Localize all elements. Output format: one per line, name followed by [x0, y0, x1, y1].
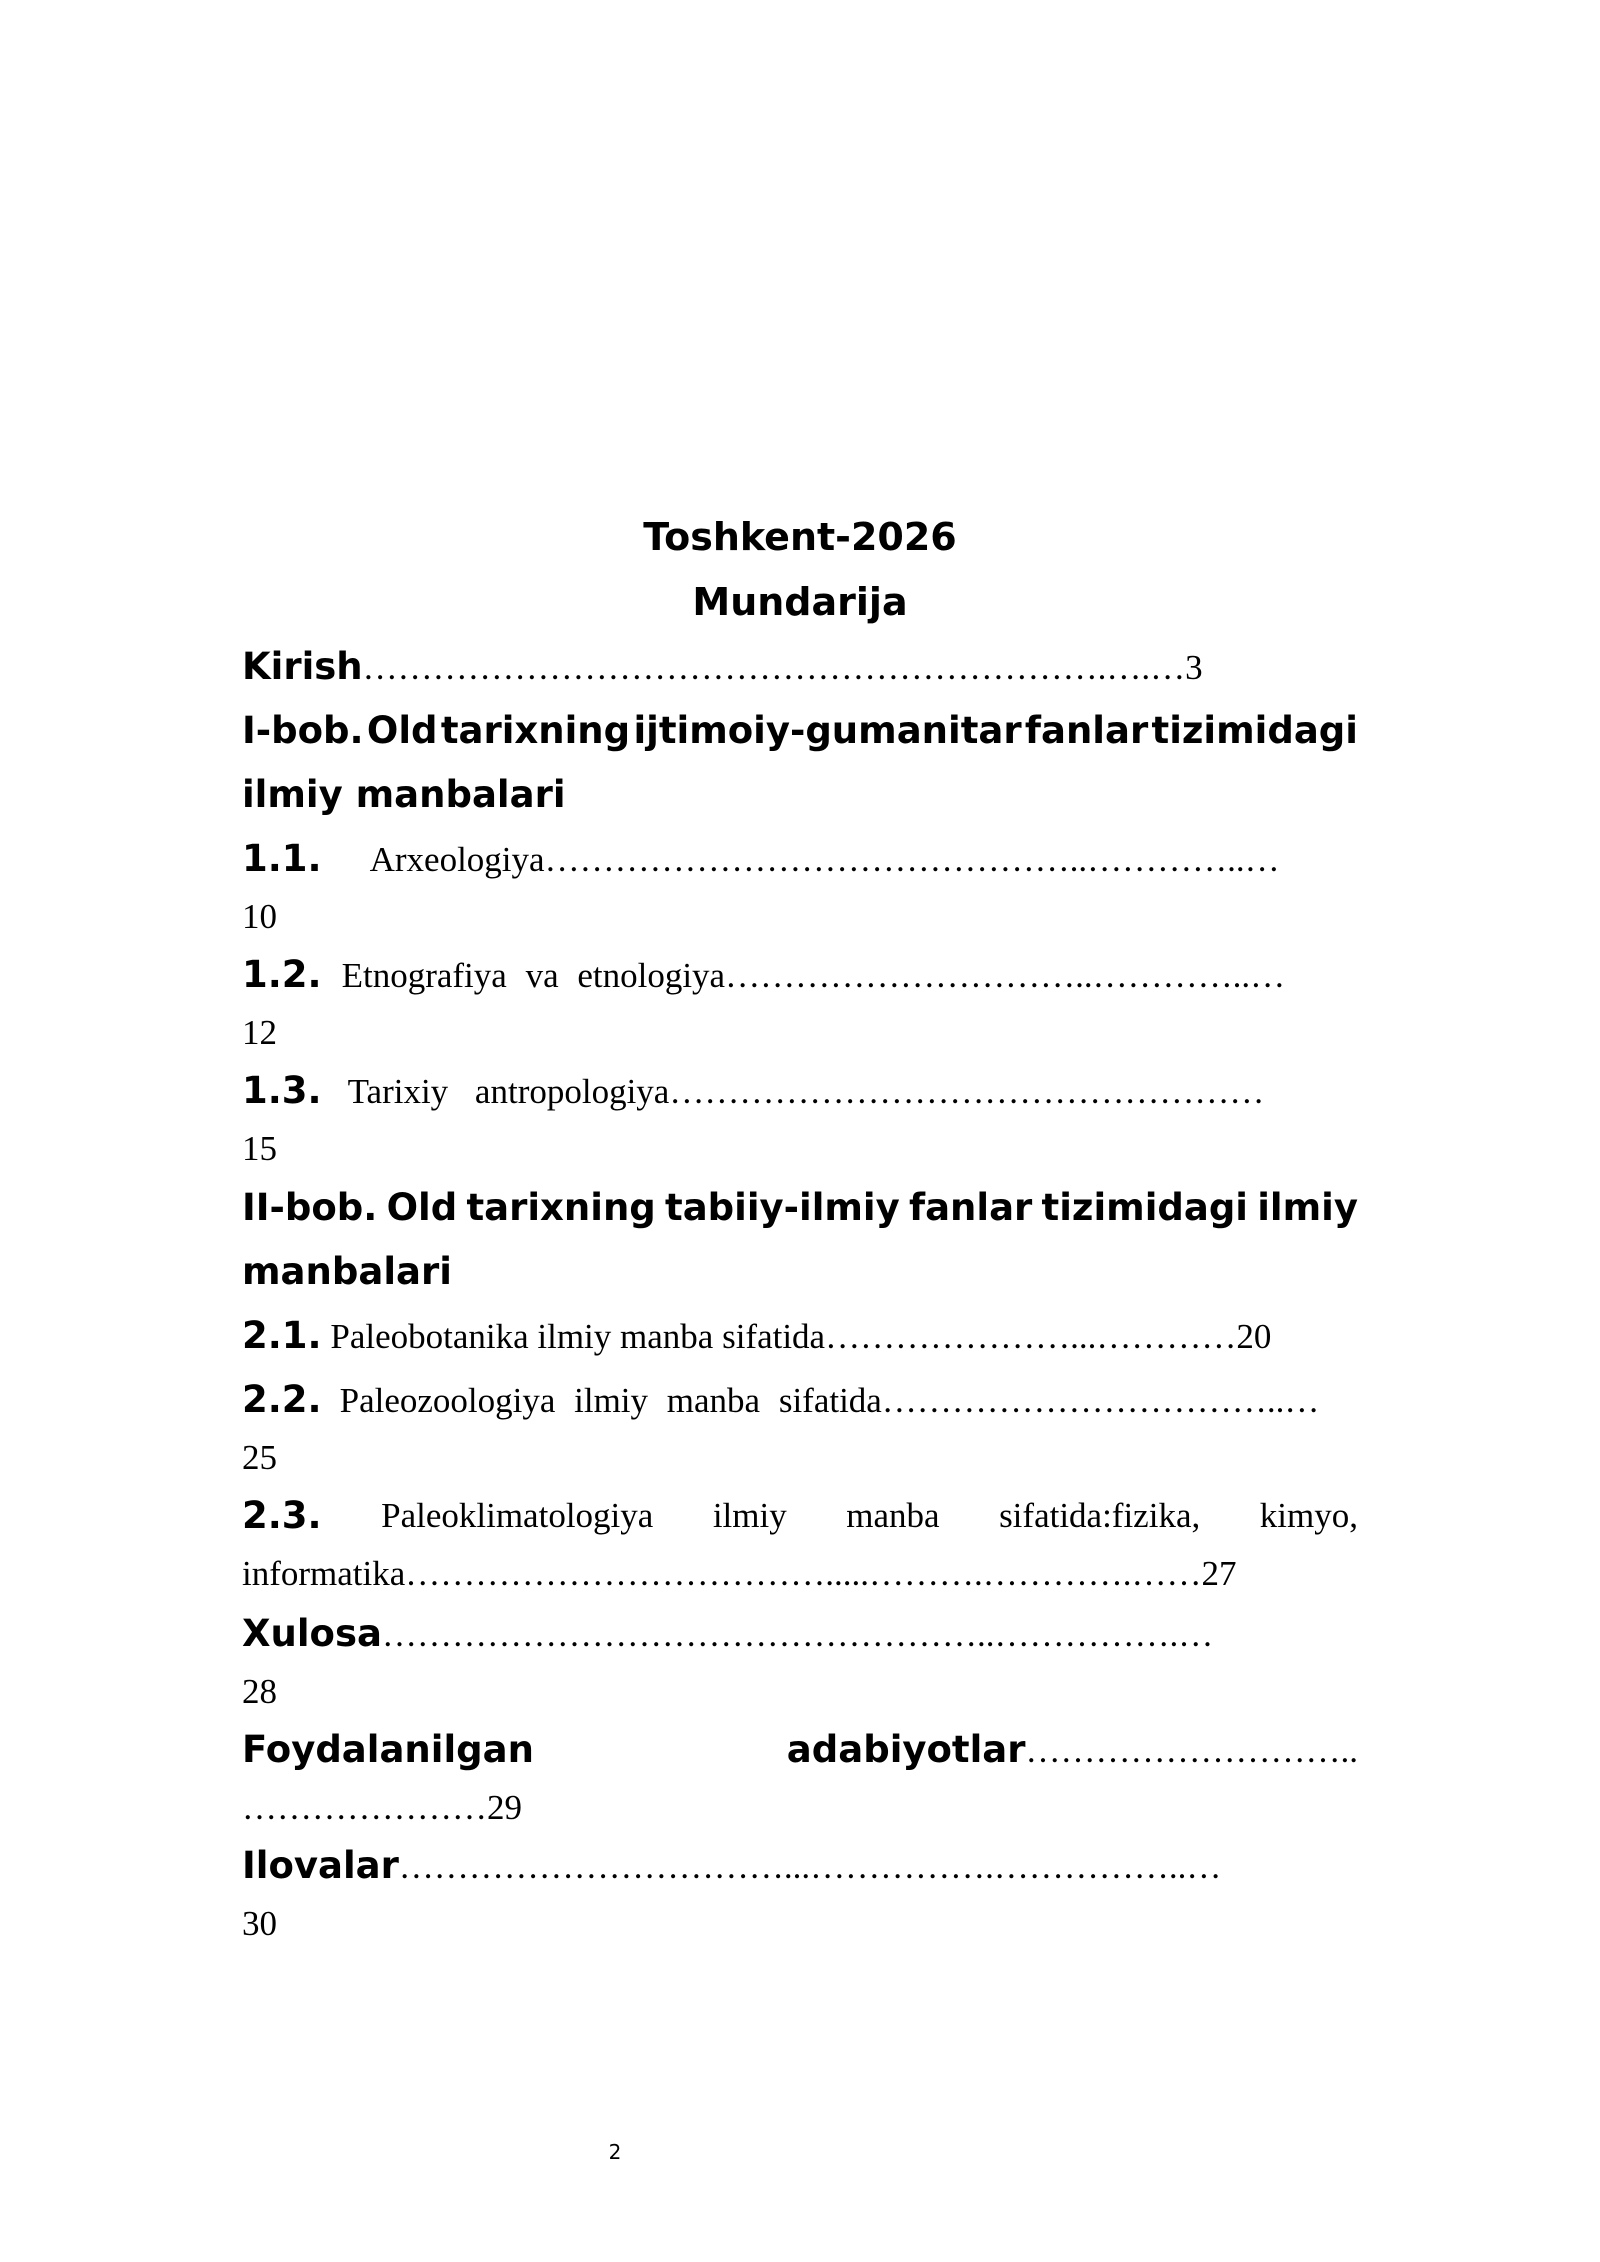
leader-dots: ……………………………….....……….………….…… — [405, 1554, 1202, 1593]
leader-dots: ………………………………………..…………..… — [544, 840, 1280, 879]
chapter-word: ijtimoiy-gumanitar — [633, 709, 1022, 752]
toc-page-number: 12 — [242, 1013, 277, 1052]
toc-entry-word: sifatida:fizika, — [999, 1496, 1201, 1535]
toc-page-number: 28 — [242, 1672, 277, 1711]
section-number: 2.3. — [242, 1494, 322, 1537]
toc-entry-1-2[interactable] — [242, 951, 1358, 1001]
toc-page-number: 27 — [1201, 1554, 1237, 1593]
toc-entry-label: informatika — [242, 1554, 406, 1593]
section-number: 1.1. — [242, 837, 322, 880]
chapter-word: fanlar — [908, 1186, 1033, 1229]
footer-page-number: 2 — [608, 2140, 622, 2164]
chapter-word: tabiiy-ilmiy — [665, 1186, 900, 1229]
section-number: 1.2. — [242, 953, 322, 996]
toc-entry-2-3[interactable] — [242, 1492, 1358, 1542]
toc-entry-foydalanilgan[interactable] — [242, 1726, 1358, 1776]
toc-entry-label: Ilovalar — [242, 1844, 399, 1887]
chapter-word: tizimidagi — [1041, 1186, 1248, 1229]
chapter-word: II-bob. — [242, 1186, 378, 1229]
toc-entry-kirish[interactable] — [242, 643, 1358, 693]
toc-entry-1-3[interactable] — [242, 1067, 1358, 1117]
toc-entry-foydalanilgan-line-2 — [242, 1784, 1358, 1834]
toc-entry-label: Paleobotanika ilmiy manba sifatida — [330, 1317, 826, 1356]
toc-chapter-2-line-2: manbalari — [242, 1250, 452, 1293]
section-number: 2.2. — [242, 1378, 322, 1421]
section-number: 1.3. — [242, 1069, 322, 1112]
leader-dots: …………………...………… — [825, 1317, 1237, 1356]
toc-page-number: 20 — [1236, 1317, 1272, 1356]
toc-entry-ilovalar[interactable] — [242, 1842, 1358, 1892]
toc-entry-label: Kirish — [242, 645, 363, 688]
leader-dots: …………………………………………… — [669, 1072, 1265, 1111]
toc-entry-word: Foydalanilgan — [242, 1728, 534, 1771]
chapter-word: I-bob. — [242, 709, 364, 752]
chapter-word: Old — [386, 1186, 458, 1229]
leader-dots: ……………………………………………..…………….… — [381, 1615, 1214, 1654]
toc-page-number: 25 — [242, 1438, 277, 1477]
toc-entry-label: Paleozoologiya ilmiy manba sifatida — [339, 1381, 882, 1420]
toc-entry-label: Xulosa — [242, 1612, 382, 1655]
leader-dots: ……………………………………………………….….… — [362, 648, 1186, 687]
leader-dots: ……………………………...…………….……………..… — [398, 1847, 1222, 1886]
chapter-word: tarixning — [466, 1186, 656, 1229]
toc-page-number: 15 — [242, 1129, 277, 1168]
toc-entry-word: ilmiy — [712, 1496, 787, 1535]
toc-chapter-1-line-2: ilmiy manbalari — [242, 773, 566, 816]
toc-entry-2-1[interactable] — [242, 1312, 1358, 1362]
toc-page-number: 29 — [487, 1788, 522, 1827]
toc-page-number: 30 — [242, 1904, 277, 1943]
leader-dots: ……………………….. — [1025, 1731, 1358, 1770]
leader-dots: ……………………………..… — [881, 1381, 1320, 1420]
toc-chapter-2[interactable] — [242, 1184, 1358, 1234]
toc-entry-label: Tarixiy antropologiya — [347, 1072, 670, 1111]
toc-page-number: 10 — [242, 897, 277, 936]
toc-chapter-1[interactable] — [242, 707, 1358, 757]
toc-entry-label: Etnografiya va etnologiya — [341, 956, 726, 995]
toc-page-number: 3 — [1185, 648, 1203, 687]
toc-entry-word: manba — [846, 1496, 940, 1535]
chapter-word: tizimidagi — [1151, 709, 1358, 752]
leader-dots: ………………… — [242, 1788, 487, 1827]
section-number: 2.1. — [242, 1314, 322, 1357]
chapter-word: ilmiy — [1257, 1186, 1358, 1229]
place-year: Toshkent-2026 — [643, 515, 957, 559]
toc-entry-label: Arxeologiya — [369, 840, 545, 879]
toc-entry-1-1[interactable] — [242, 835, 1358, 885]
chapter-word: Old — [366, 709, 438, 752]
toc-entry-word: kimyo, — [1259, 1496, 1358, 1535]
toc-entry-xulosa[interactable] — [242, 1610, 1358, 1660]
toc-entry-2-2[interactable] — [242, 1376, 1358, 1426]
toc-entry-2-3-line-2 — [242, 1550, 1358, 1600]
chapter-word: tarixning — [440, 709, 631, 752]
leader-dots: …………………………..…………..… — [725, 956, 1286, 995]
toc-entry-word: adabiyotlar — [786, 1728, 1026, 1771]
toc-title: Mundarija — [692, 580, 908, 624]
toc-entry-word: Paleoklimatologiya — [381, 1496, 654, 1535]
chapter-word: fanlar — [1024, 709, 1149, 752]
